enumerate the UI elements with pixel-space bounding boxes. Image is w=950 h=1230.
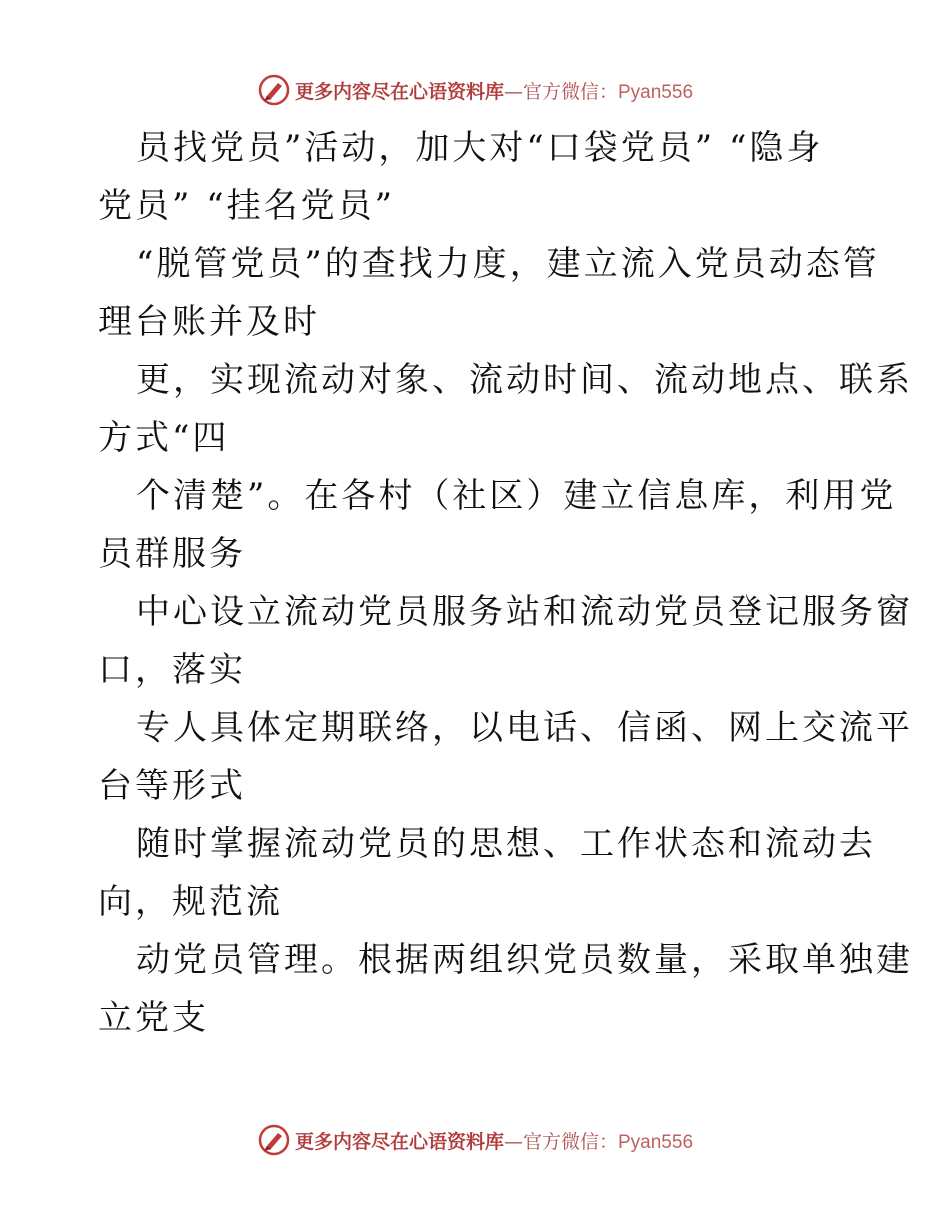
footer-wechat-label: 官方微信：	[522, 1130, 618, 1153]
text-line: 理台账并及时	[98, 302, 320, 342]
text-line: 台等形式	[98, 766, 246, 806]
text-line: 专人具体定期联络，以电话、信函、网上交流平	[136, 708, 913, 748]
footer-wechat-id: Pyan556	[618, 1131, 694, 1153]
text-line: 立党支	[98, 998, 209, 1038]
text-line: 党员” “挂名党员”	[98, 186, 395, 226]
text-line: 口，落实	[98, 650, 246, 690]
header-brand: 更多内容尽在心语资料库	[294, 80, 504, 103]
text-line: 向，规范流	[98, 882, 283, 922]
pen-logo-icon	[257, 1123, 291, 1157]
text-line: 方式“四	[98, 418, 230, 458]
text-line: 个清楚”。在各村（社区）建立信息库，利用党	[136, 476, 897, 516]
text-line: 动党员管理。根据两组织党员数量，采取单独建	[136, 940, 913, 980]
footer-watermark-text	[295, 1127, 693, 1154]
header-separator: —	[503, 80, 523, 103]
header-wechat-id: Pyan556	[618, 81, 694, 103]
footer-separator: —	[503, 1130, 523, 1153]
text-line: 随时掌握流动党员的思想、工作状态和流动去	[136, 824, 876, 864]
text-line: 员群服务	[98, 534, 246, 574]
footer-brand: 更多内容尽在心语资料库	[294, 1130, 504, 1153]
text-line: 中心设立流动党员服务站和流动党员登记服务窗	[136, 592, 913, 632]
header-wechat-label: 官方微信：	[522, 80, 618, 103]
footer-watermark	[0, 1120, 950, 1160]
text-line: 更，实现流动对象、流动时间、流动地点、联系	[136, 360, 913, 400]
text-line: 员找党员”活动，加大对“口袋党员” “隐身	[136, 128, 824, 168]
text-line: “脱管党员”的查找力度，建立流入党员动态管	[136, 244, 880, 284]
